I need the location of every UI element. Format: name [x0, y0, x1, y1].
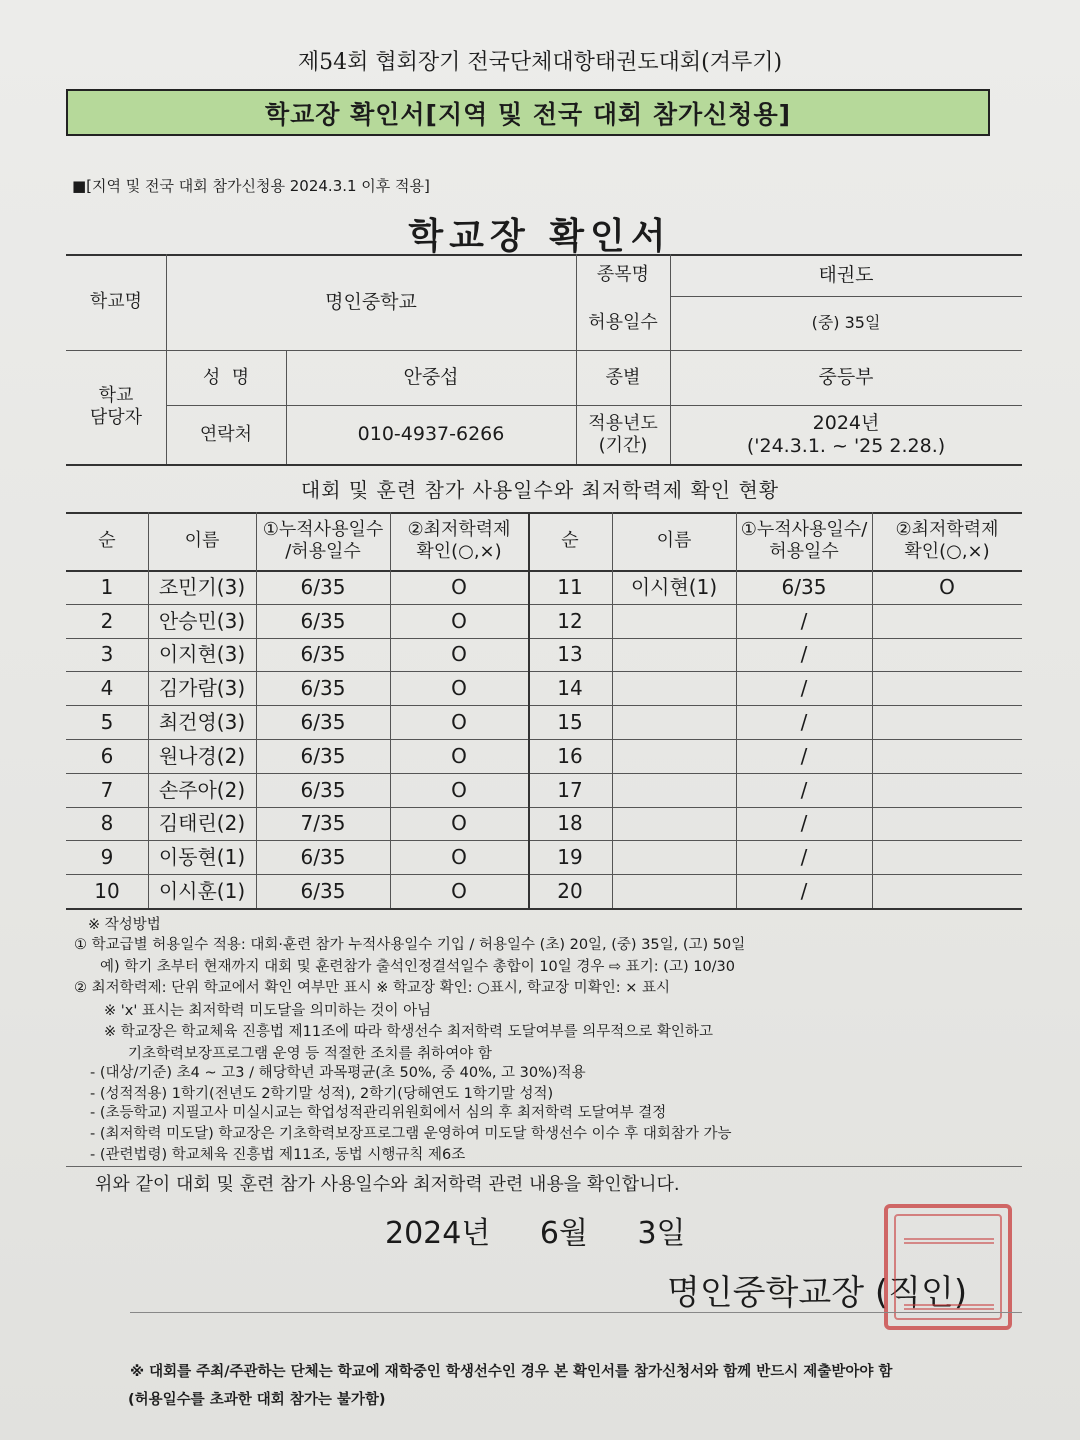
note-line: ① 학교급별 허용일수 적용: 대회·훈련 참가 누적사용일수 기입 / 허용일수 (초) 20일, (중) 35일, (고) 50일: [74, 937, 746, 953]
manager-label: 학교 담당자: [89, 385, 143, 428]
cell-minimum: [872, 874, 1022, 908]
note-line: 예) 학기 초부터 현재까지 대회 및 훈련참가 출석인정결석일수 총합이 10일 경우 ⇨ 표기: (고) 10/30: [100, 959, 736, 975]
note-line: - (관련법령) 학교체육 진흥법 제11조, 동법 시행규칙 제6조: [90, 1147, 466, 1163]
header-seq: 순: [561, 530, 579, 552]
cell-usage: 6/35: [300, 845, 346, 870]
footnote-submission: ※ 대회를 주최/주관하는 단체는 학교에 재학중인 학생선수인 경우 본 확인서를 참가신청서와 함께 반드시 제출받아야 함: [130, 1364, 893, 1380]
cell-usage: /: [800, 845, 808, 870]
cell-minimum: [872, 638, 1022, 672]
cell-minimum: [872, 773, 1022, 807]
banner-title: 학교장 확인서[지역 및 전국 대회 참가신청용]: [66, 89, 990, 136]
school-name-value: 명인중학교: [325, 290, 417, 313]
cell-seq: 20: [557, 879, 583, 904]
cell-name: [612, 705, 736, 739]
school-name-label: 학교명: [89, 291, 143, 313]
cell-seq: 7: [100, 777, 114, 802]
cell-minimum: O: [451, 777, 467, 802]
division-value: 중등부: [818, 366, 874, 389]
cell-name: 이동현(1): [158, 845, 246, 870]
cell-usage: /: [800, 710, 808, 735]
cell-minimum: [872, 739, 1022, 773]
cell-usage: 6/35: [300, 879, 346, 904]
cell-name: 조민기(3): [158, 574, 246, 599]
allowed-days-label: 허용일수: [588, 312, 658, 334]
cell-minimum: [872, 671, 1022, 705]
cell-seq: 18: [557, 811, 583, 836]
cell-usage: /: [800, 676, 808, 701]
issue-date: 2024년 6월 3일: [385, 1216, 686, 1251]
cell-name: [612, 638, 736, 672]
note-line: - (최저학력 미도달) 학교장은 기초학력보장프로그램 운영하여 미도달 학생선수 이수 후 대회참가 가능: [90, 1126, 732, 1142]
allowed-days-value: (중) 35일: [811, 313, 881, 333]
cell-usage: 6/35: [300, 574, 346, 599]
cell-name: [612, 671, 736, 705]
cell-seq: 8: [100, 811, 114, 836]
cell-usage: /: [800, 879, 808, 904]
cell-name: [612, 874, 736, 908]
cell-seq: 1: [100, 574, 114, 599]
contact-label: 연락처: [199, 423, 253, 445]
cell-name: 손주아(2): [158, 777, 246, 802]
cell-name: 김가람(3): [158, 676, 246, 701]
cell-seq: 13: [557, 642, 583, 667]
cell-usage: 6/35: [300, 743, 346, 768]
cell-usage: 6/35: [300, 710, 346, 735]
cell-seq: 15: [557, 710, 583, 735]
list-title: 대회 및 훈련 참가 사용일수와 최저학력제 확인 현황: [300, 478, 780, 502]
note-line: ② 최저학력제: 단위 학교에서 확인 여부만 표시 ※ 학교장 확인: ○표시, 학교장 미확인: × 표시: [74, 980, 670, 996]
cell-usage: 6/35: [300, 777, 346, 802]
cell-usage: /: [800, 608, 808, 633]
header-name: 이름: [184, 530, 220, 552]
cell-name: 최건영(3): [158, 710, 246, 735]
note-line: ※ 학교장은 학교체육 진흥법 제11조에 따라 학생선수 최저학력 도달여부를 의무적으로 확인하고: [104, 1024, 713, 1040]
division-label: 종별: [605, 366, 641, 388]
cell-seq: 12: [557, 608, 583, 633]
cell-usage: /: [800, 642, 808, 667]
contact-value: 010-4937-6266: [357, 423, 505, 446]
footnote-limit: (허용일수를 초과한 대회 참가는 불가함): [128, 1392, 386, 1408]
cell-name: [612, 840, 736, 874]
header-usage: ①누적사용일수 /허용일수: [262, 519, 384, 562]
cell-seq: 19: [557, 845, 583, 870]
cell-minimum: [872, 807, 1022, 841]
cell-usage: /: [800, 811, 808, 836]
cell-minimum: O: [451, 845, 467, 870]
cell-minimum: [872, 840, 1022, 874]
apply-note: ■[지역 및 전국 대회 참가신청용 2024.3.1 이후 적용]: [72, 177, 430, 195]
cell-seq: 17: [557, 777, 583, 802]
confirmation-text: 위와 같이 대회 및 훈련 참가 사용일수와 최저학력 관련 내용을 확인합니다.: [95, 1174, 680, 1195]
sport-value: 태권도: [818, 263, 874, 286]
cell-seq: 5: [100, 710, 114, 735]
header-minimum: ②최저학력제 확인(○,×): [895, 519, 999, 562]
cell-seq: 14: [557, 676, 583, 701]
signer-name: 명인중학교장 (직인): [667, 1273, 968, 1313]
sport-label: 종목명: [596, 264, 650, 286]
manager-name-label: 성 명: [202, 366, 250, 388]
cell-minimum: O: [451, 574, 467, 599]
note-line: 기초학력보장프로그램 운영 등 적절한 조치를 취하여야 함: [128, 1046, 492, 1062]
notes-heading: ※ 작성방법: [88, 917, 161, 933]
header-minimum: ②최저학력제 확인(○,×): [407, 519, 511, 562]
header-seq: 순: [98, 530, 116, 552]
header-name: 이름: [656, 530, 692, 552]
cell-seq: 3: [100, 642, 114, 667]
cell-seq: 11: [557, 574, 583, 599]
manager-name-value: 안중섭: [403, 366, 459, 389]
cell-usage: /: [800, 743, 808, 768]
cell-name: [612, 773, 736, 807]
cell-minimum: O: [451, 811, 467, 836]
cell-seq: 9: [100, 845, 114, 870]
cell-name: 이지현(3): [158, 642, 246, 667]
cell-usage: /: [800, 777, 808, 802]
cell-minimum: O: [451, 879, 467, 904]
cell-minimum: O: [451, 743, 467, 768]
cell-seq: 16: [557, 743, 583, 768]
cell-name: 안승민(3): [158, 608, 246, 633]
cell-minimum: O: [451, 642, 467, 667]
cell-usage: 6/35: [300, 608, 346, 633]
cell-name: 원나경(2): [158, 743, 246, 768]
header-usage: ①누적사용일수/ 허용일수: [740, 519, 868, 562]
cell-name: 이시훈(1): [158, 879, 246, 904]
certificate-title: 학교장 확인서: [408, 216, 672, 257]
year-label: 적용년도 (기간): [588, 412, 658, 456]
cell-minimum: O: [451, 710, 467, 735]
cell-usage: 7/35: [300, 811, 346, 836]
cell-usage: 6/35: [300, 676, 346, 701]
cell-seq: 6: [100, 743, 114, 768]
note-line: - (성적적용) 1학기(전년도 2학기말 성적), 2학기(당해연도 1학기말 성적): [90, 1086, 554, 1102]
note-line: - (초등학교) 지필고사 미실시교는 학업성적관리위원회에서 심의 후 최저학력 도달여부 결정: [90, 1105, 667, 1121]
cell-name: [612, 604, 736, 638]
cell-usage: 6/35: [300, 642, 346, 667]
cell-seq: 4: [100, 676, 114, 701]
year-value: 2024년 ('24.3.1. ~ '25 2.28.): [746, 411, 946, 457]
cell-seq: 2: [100, 608, 114, 633]
cell-minimum: O: [939, 574, 955, 599]
note-line: - (대상/기준) 초4 ~ 고3 / 해당학년 과목평균(초 50%, 중 40%, 고 30%)적용: [90, 1065, 586, 1081]
note-line: ※ 'x' 표시는 최저학력 미도달을 의미하는 것이 아님: [104, 1003, 432, 1019]
cell-name: [612, 807, 736, 841]
cell-minimum: [872, 604, 1022, 638]
event-title: 제54회 협회장기 전국단체대항태권도대회(겨루기): [297, 50, 783, 75]
cell-name: 김태린(2): [158, 811, 246, 836]
cell-minimum: O: [451, 676, 467, 701]
cell-seq: 10: [94, 879, 120, 904]
cell-usage: 6/35: [781, 574, 827, 599]
cell-name: 이시현(1): [630, 574, 718, 599]
cell-name: [612, 739, 736, 773]
cell-minimum: [872, 705, 1022, 739]
table-rule: [66, 908, 1022, 910]
cell-minimum: O: [451, 608, 467, 633]
